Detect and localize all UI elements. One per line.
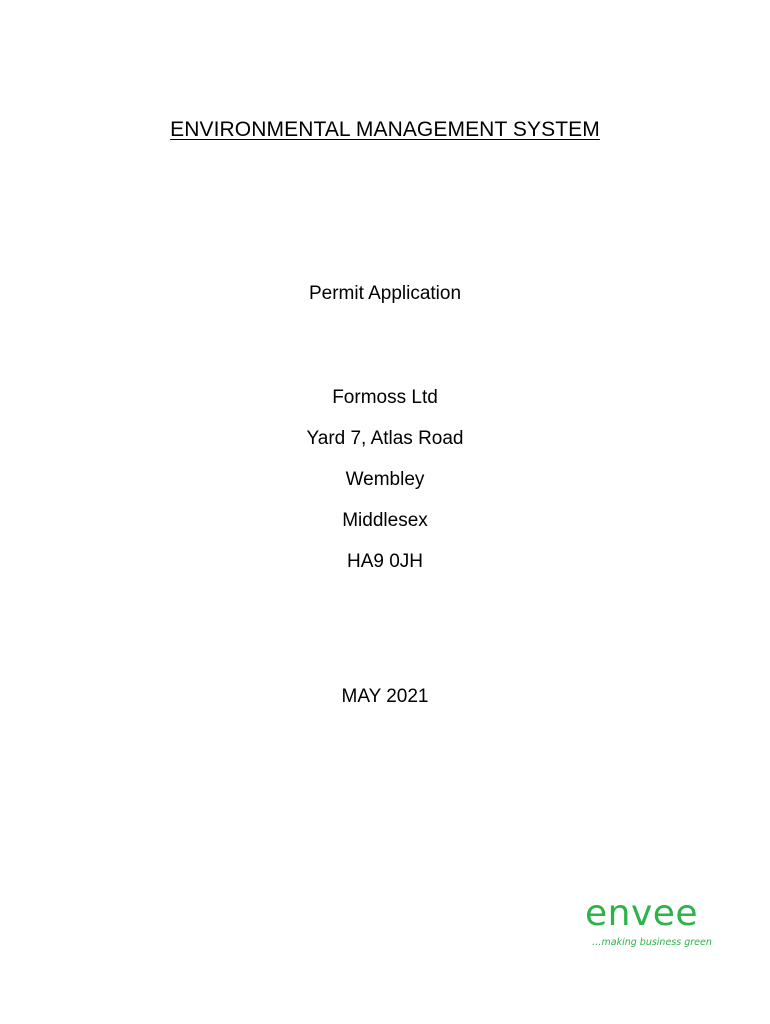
address-line-1: Yard 7, Atlas Road xyxy=(306,428,464,449)
document-subtitle: Permit Application xyxy=(308,283,462,304)
logo-wordmark: envee xyxy=(585,893,699,934)
address-town: Wembley xyxy=(345,469,425,490)
company-name: Formoss Ltd xyxy=(332,387,438,408)
address-postcode: HA9 0JH xyxy=(346,551,424,572)
envee-logo xyxy=(580,892,720,956)
document-title: ENVIRONMENTAL MANAGEMENT SYSTEM xyxy=(170,118,600,141)
document-date: MAY 2021 xyxy=(341,686,429,707)
address-county: Middlesex xyxy=(342,510,428,531)
address-block xyxy=(0,385,770,590)
logo-tagline: …making business green xyxy=(592,937,712,948)
